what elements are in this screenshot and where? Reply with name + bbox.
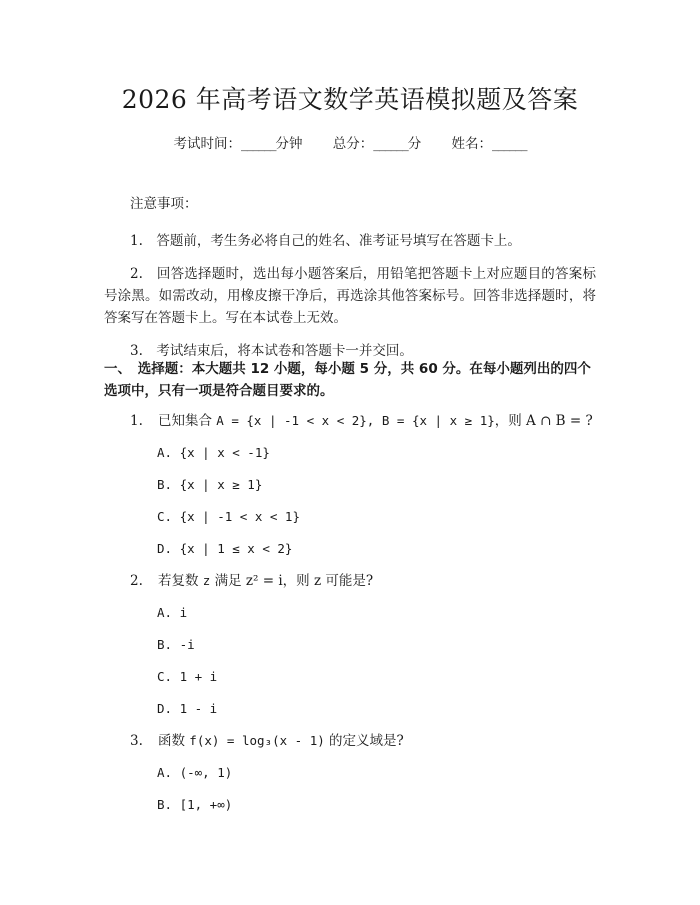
- question-text-post: 的定义域是?: [324, 733, 404, 749]
- question-number: 3.: [130, 733, 143, 749]
- option-b: B. [1, +∞): [157, 797, 233, 812]
- question-text-post: 满足 z² = i，则 z 可能是?: [210, 573, 374, 589]
- question-text-pre: 若复数: [158, 573, 203, 589]
- total-score-unit: 分: [407, 136, 422, 152]
- question-stem: [130, 730, 596, 752]
- notice-item-2: 2. 回答选择题时，选出每小题答案后，用铅笔把答题卡上对应题目的答案标号涂黑。如需改动，用橡皮擦干净后，再选涂其他答案标号。回答非选择题时，将答案写在答题卡上。写在本试卷上无效。: [104, 266, 596, 326]
- question-stem: [130, 410, 596, 432]
- total-score-label: 总分：: [332, 136, 374, 152]
- total-score-field: [333, 132, 422, 152]
- option-d: D. {x | 1 ≤ x < 2}: [157, 541, 293, 556]
- question-2: [104, 570, 596, 720]
- question-1: [104, 410, 596, 560]
- question-text-post: ，则 A ∩ B = ?: [494, 413, 593, 429]
- notice-item-3: 3. 考试结束后，将本试卷和答题卡一并交回。: [130, 343, 413, 359]
- question-math: f(x) = log₃(x - 1): [189, 733, 325, 748]
- question-text-pre: 函数: [158, 733, 190, 749]
- question-list: [104, 410, 596, 826]
- notice-item-1: 1. 答题前，考生务必将自己的姓名、准考证号填写在答题卡上。: [130, 233, 521, 249]
- name-field: [452, 132, 527, 152]
- total-score-blank: ______: [373, 136, 408, 152]
- name-blank: ______: [492, 136, 527, 152]
- exam-meta-line: [0, 132, 700, 152]
- option-c: C. {x | -1 < x < 1}: [157, 509, 300, 524]
- option-c: C. 1 + i: [157, 669, 218, 684]
- option-b: B. -i: [157, 637, 195, 652]
- exam-time-field: [173, 132, 302, 152]
- question-text-pre: 已知集合: [158, 413, 217, 429]
- page-title: 2026 年高考语文数学英语模拟题及答案: [121, 85, 579, 114]
- option-b: B. {x | x ≥ 1}: [157, 477, 263, 492]
- exam-time-unit: 分钟: [275, 136, 303, 152]
- question-math: z: [202, 573, 211, 588]
- option-d: D. 1 - i: [157, 701, 218, 716]
- question-number: 1.: [130, 413, 143, 429]
- question-math: A = {x | -1 < x < 2}, B = {x | x ≥ 1}: [216, 413, 495, 428]
- question-stem: [130, 570, 596, 592]
- option-a: A. {x | x < -1}: [157, 445, 270, 460]
- notice-block: [104, 192, 596, 373]
- section-heading: 一、 选择题：本大题共 12 小题，每小题 5 分，共 60 分。在每小题列出的四个选项中，只有一项是符合题目要求的。: [104, 361, 591, 399]
- notice-title: 注意事项：: [130, 196, 198, 212]
- name-label: 姓名：: [451, 136, 493, 152]
- question-number: 2.: [130, 573, 143, 589]
- question-3: [104, 730, 596, 816]
- option-a: A. (-∞, 1): [157, 765, 233, 780]
- exam-time-blank: ______: [240, 136, 276, 152]
- option-a: A. i: [157, 605, 188, 620]
- exam-time-label: 考试时间：: [173, 136, 241, 152]
